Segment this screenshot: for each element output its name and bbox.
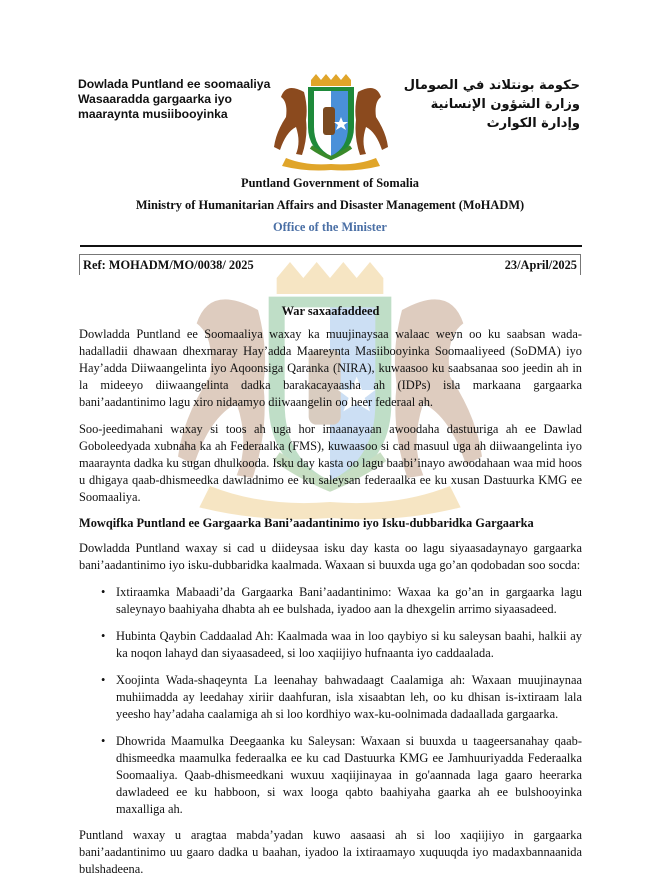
bullet-item: • Ixtiraamka Mabaadi’da Gargaarka Bani’aadantinimo: Waxaa ka go’an in gargaarka lagu saleynayo baahiyaha dhabta ah ee bulshada, iyadoo aan la dhexgelin arrimo siyaasadeed. bbox=[79, 584, 582, 618]
government-title: Puntland Government of Somalia bbox=[241, 176, 419, 190]
paragraph: Dowladda Puntland ee Soomaaliya waxay ka muujinaysaa walaac weyn oo ku saabsan wada-hadalladii dhawaan dhexmaray Hay’adda Maareynta Masiibooyinka Soomaaliyeed (SoDMA) iyo Hay’adda Diiwaangelinta iyo Aqoonsiga Qaranka (NIRA), kuwaasoo ku saabsanaa soo jeedin ah in la mideeyo diiwaangelinta dadka barakacayaasha ah (IDPs) isla markaana gargaarka bani’aadantinimo lagu xiro nidaamyo diiwaangelin oo heer federaal ah. bbox=[79, 327, 582, 409]
document-date: 23/April/2025 bbox=[504, 258, 577, 272]
header-right-line: حكومة بونتلاند في الصومال bbox=[403, 78, 580, 93]
document-body bbox=[79, 303, 582, 878]
paragraph: Puntland waxay u aragtaa mabda’yadan kuwo aasaasi ah si loo xaqiijiyo in gargaarka bani’aadantinimo uu gaaro dadka u baahan, iyadoo la ixtiraamayo xuquuqda iyo madaxbannaanida bulshadeena. bbox=[79, 828, 582, 876]
header-somali-title bbox=[78, 77, 270, 122]
section-heading: Mowqifka Puntland ee Gargaarka Bani’aadantinimo iyo Isku-dubbaridka Gargaarka bbox=[79, 516, 534, 530]
header-arabic-title bbox=[404, 76, 580, 133]
reference-number: Ref: MOHADM/MO/0038/ 2025 bbox=[83, 258, 254, 272]
bullet-item: • Xoojinta Wada-shaqeynta La leenahay bahwadaagt Caalamiga ah: Waxaan muujinaynaa muhiimadda ay leedahay xiriir daahfuran, isla xisaabtan leh, oo ku dhisan is-ixtiraam lala yeesho hay’adaha caalamiga ah si loo kordhiyo wax-ku-oolnimada dadaallada gargaarka. bbox=[79, 672, 582, 723]
header-divider bbox=[80, 245, 582, 247]
bullet-item: • Dhowrida Maamulka Deegaanka ku Saleysan: Waxaan si buuxda u taageersanahay qaab-dhismeedka maamulka federaalka ee ku cad Dastuurka KMG ee Jamhuuriyadda Federaalka Soomaaliya. Qaab-dhismeedkani wuxuu xaqiijinayaa in go'aannada laga gaaro heerarka dawladeed ee ku habboon, si wax looga qabto baahiyaha gaarka ah ee bulshooyinka maxalliga ah. bbox=[79, 733, 582, 818]
header-left-line: Dowlada Puntland ee soomaaliya bbox=[78, 77, 271, 91]
header-right-line: وزارة الشؤون الإنسانية bbox=[430, 97, 580, 112]
header-left-line: Wasaaradda gargaarka iyo bbox=[78, 92, 232, 106]
ministry-title: Ministry of Humanitarian Affairs and Disaster Management (MoHADM) bbox=[135, 198, 525, 212]
bullet-item: • Hubinta Qaybin Caddaalad Ah: Kaalmada waa in loo qaybiyo si ku saleysan baahi, halkii ay ka noqon lahayd dan siyaasadeed, si loo xaqiijiyo hufnaanta iyo caddaalada. bbox=[79, 628, 582, 662]
paragraph: Soo-jeedimahani waxay si toos ah uga hor imaanayaan awoodaha dastuuriga ah ee Dawlad Goboleedyada xubnaha ka ah Federaalka (FMS), kuwaasoo si cad masuul uga ah diiwaangelinta iyo maaraynta dadka ku sugan dhulkooda. Isku day kasta oo lagu baabi’inayo awoodahaan waa mid hoos u dhigaya qaab-dhismeedka dawladnimo ee ku saleysan federaalka ee ku xusan Dastuurka KMG ee Soomaaliya. bbox=[79, 422, 582, 504]
office-title: Office of the Minister bbox=[273, 220, 387, 234]
header-left-line: maaraynta musiibooyinka bbox=[78, 107, 228, 121]
press-release-heading: War saxaafaddeed bbox=[281, 304, 380, 318]
reference-bar bbox=[79, 254, 581, 275]
coat-of-arms-emblem bbox=[256, 72, 406, 172]
paragraph: Dowladda Puntland waxay si cad u diideysaa isku day kasta oo lagu siyaasadaynayo gargaarka bani’aadantinimo iyo isku-dubbaridka kaalmada. Waxaan si buuxda uga go’an qodobadan soo socda: bbox=[79, 541, 582, 572]
header-right-line: وإدارة الكوارث bbox=[486, 116, 580, 131]
